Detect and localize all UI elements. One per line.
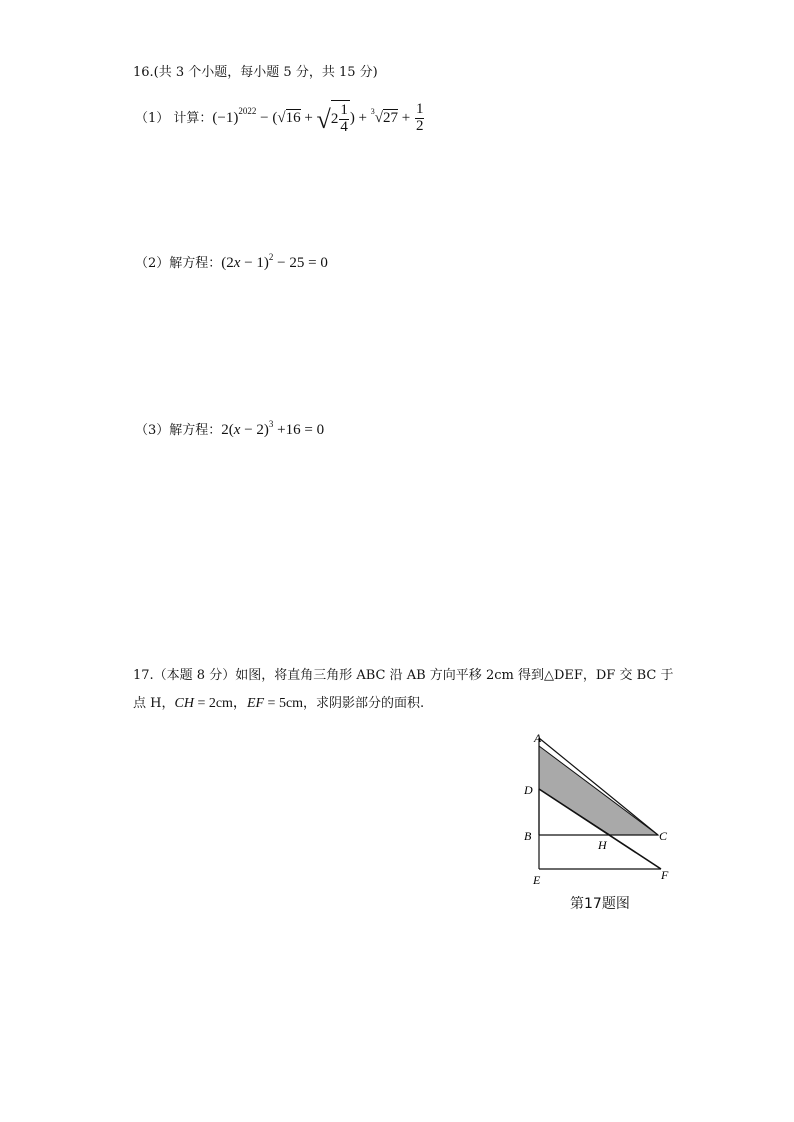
q16-part1-label: （1） 计算： — [135, 110, 213, 126]
q17-ch-expression: CH = 2cm， — [174, 696, 247, 711]
q16-header: 16.(共 3 个小题，每小题 5 分，共 15 分) — [133, 65, 378, 80]
label-C: C — [659, 829, 668, 843]
q17-line2-end: ，求阴影部分的面积. — [303, 696, 425, 711]
label-E: E — [533, 873, 541, 887]
cbrt-27: $^3$√27 — [370, 106, 399, 126]
sqrt-16: √16 — [277, 109, 301, 126]
label-H: H — [598, 838, 607, 852]
q16-part1-expression: (−1) $^{2022}$ − ( √16 + √ 2 $\frac{1}{4}$ ) + $^3$√27 + $\frac{1}{2}$ — [212, 100, 424, 135]
q17-line1: 17.（本题 8 分）如图，将直角三角形 ABC 沿 AB 方向平移 2cm 得到△DEF，DF 交 BC 于 — [133, 668, 674, 683]
q16-part1 — [135, 98, 425, 138]
q16-part3 — [135, 419, 325, 438]
q16-part2 — [135, 252, 328, 271]
q16-part3-equation: $2(x - 2)^3 +16 = 0$ — [221, 419, 325, 438]
q16-part2-equation: $(2x - 1)^2 - 25 = 0$ — [221, 252, 328, 271]
shaded-region — [539, 746, 658, 835]
label-A: A — [534, 731, 542, 745]
q16-part3-label: （3）解方程： — [135, 423, 222, 438]
label-D: D — [524, 783, 533, 797]
sqrt-mixed-fraction: √ — [316, 105, 331, 134]
q16-part2-label: （2）解方程： — [135, 256, 222, 271]
label-F: F — [661, 868, 669, 882]
q17-line2-start: 点 H， — [133, 696, 175, 711]
q17-line2 — [133, 697, 424, 711]
translation-figure — [518, 728, 688, 888]
label-B: B — [524, 829, 532, 843]
q17-ef-expression: EF = 5cm — [246, 696, 304, 711]
figure-caption: 第17题图 — [570, 896, 630, 912]
